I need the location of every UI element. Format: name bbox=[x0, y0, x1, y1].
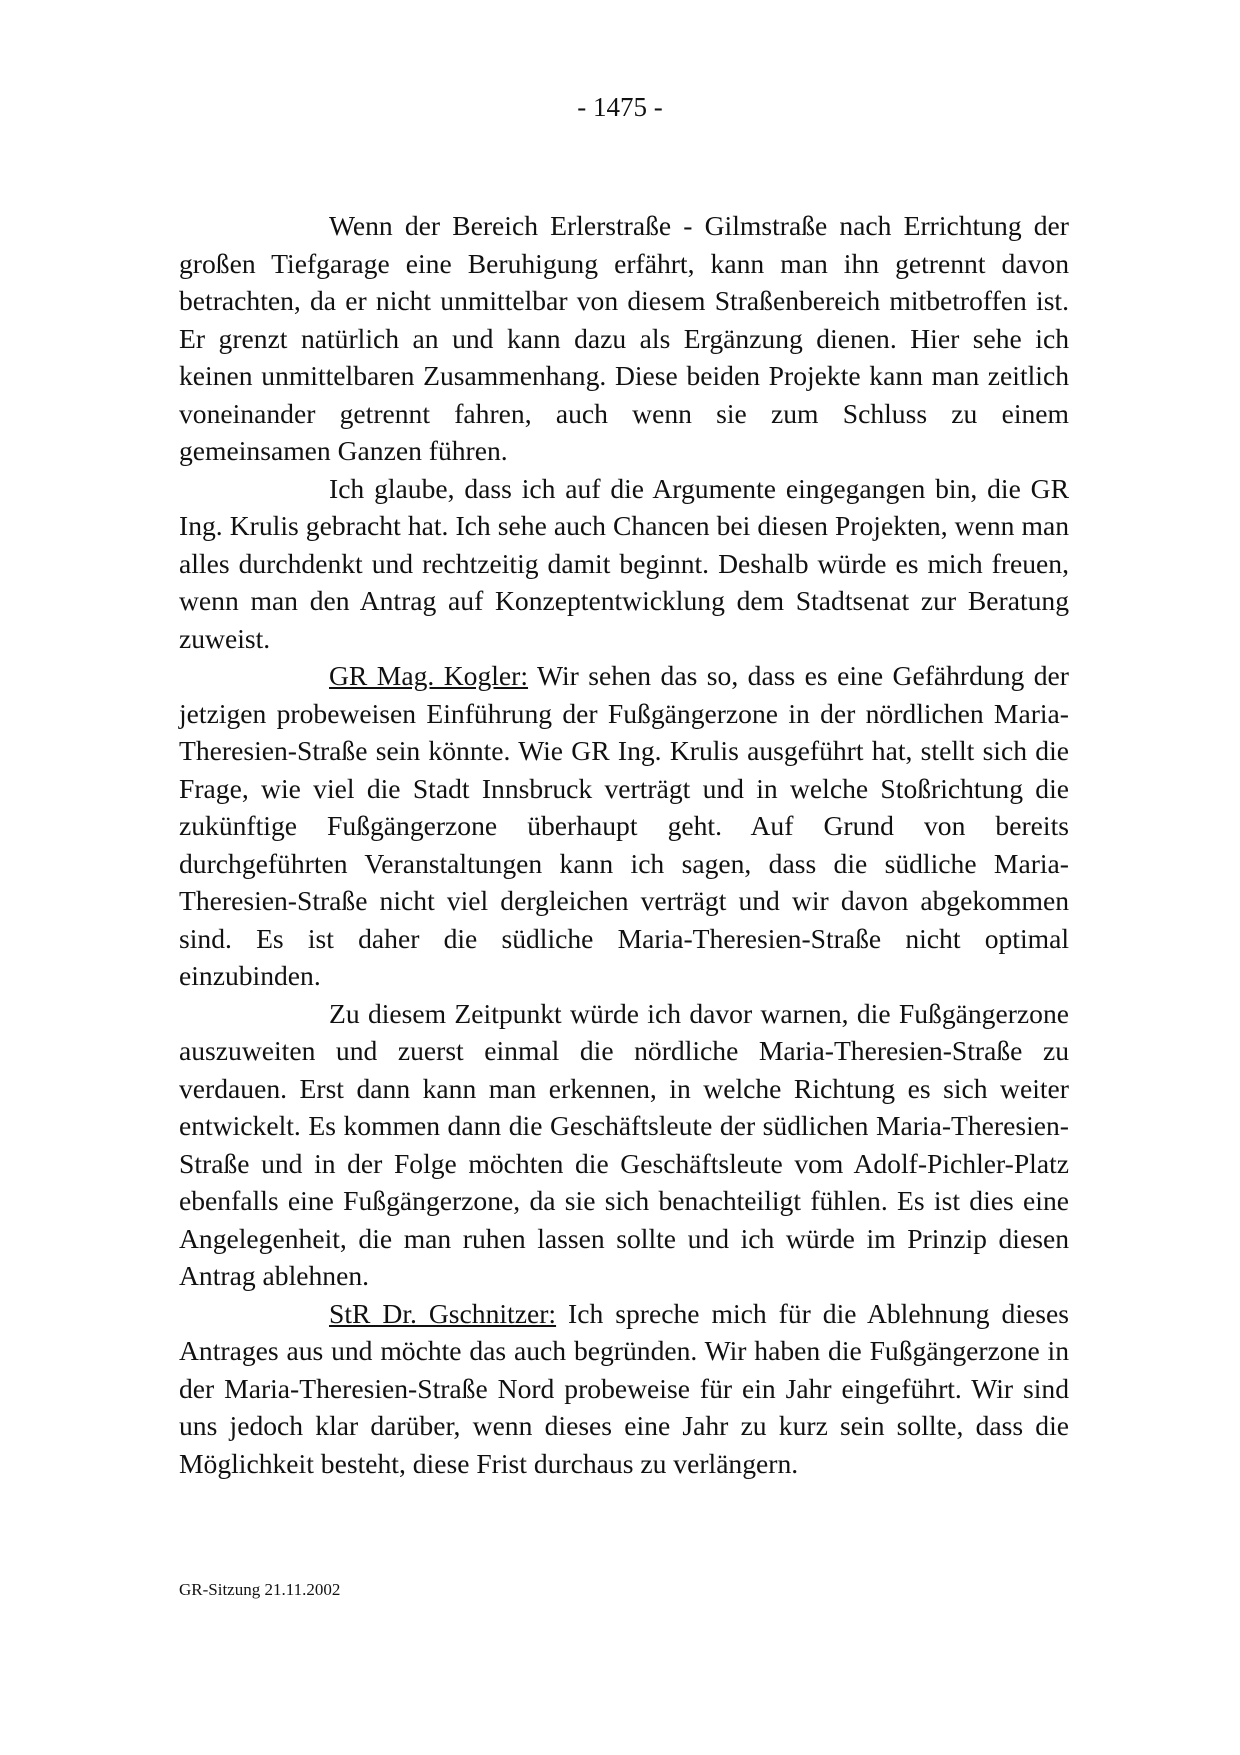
speaker-name: StR Dr. Gschnitzer: bbox=[329, 1297, 557, 1329]
paragraph bbox=[179, 995, 1069, 1295]
speaker-name: GR Mag. Kogler: bbox=[329, 660, 529, 691]
paragraph-text: Wenn der Bereich Erlerstraße - Gilmstraße nach Errichtung der großen Tiefgarage eine Beruhigung erfährt, kann man ihn getrennt davon betrachten, da er nicht unmittelbar von diesem Straßenbereich mitbetroffen ist. Er grenzt natürlich an und kann dazu als Ergänzung dienen. Hier sehe ich keinen unmittelbaren Zusammenhang. Diese beiden Projekte kann man zeitlich voneinander getrennt fahren, auch wenn sie zum Schluss zu einem gemeinsamen Ganzen führen. bbox=[179, 210, 1069, 466]
paragraph-text: Ich glaube, dass ich auf die Argumente eingegangen bin, die GR Ing. Krulis gebracht hat. Ich sehe auch Chancen bei diesen Projekten, wenn man alles durchdenkt und rechtzeitig damit beginnt. Deshalb würde es mich freuen, wenn man den Antrag auf Konzeptentwicklung dem Stadtsenat zur Beratung zuweist. bbox=[179, 472, 1069, 654]
paragraph bbox=[179, 207, 1069, 470]
paragraph bbox=[179, 1295, 1069, 1483]
paragraph-text: Ich spreche mich für die Ablehnung dieses Antrages aus und möchte das auch begründen. Wir haben die Fußgängerzone in der Maria-Theresien-Straße Nord probeweise für ein Jahr eingeführt. Wir sind uns jedoch klar darüber, wenn dieses eine Jahr zu kurz sein sollte, dass die Möglichkeit besteht, diese Frist durchaus zu verlängern. bbox=[179, 1297, 1069, 1479]
paragraph bbox=[179, 657, 1069, 995]
paragraph-text: Wir sehen das so, dass es eine Gefährdung der jetzigen probeweisen Einführung der Fußgängerzone in der nördlichen Maria-Theresien-Straße sein könnte. Wie GR Ing. Krulis ausgeführt hat, stellt sich die Frage, wie viel die Stadt Innsbruck verträgt und in welche Stoßrichtung die zukünftige Fußgängerzone überhaupt geht. Auf Grund von bereits durchgeführten Veranstaltungen kann ich sagen, dass die südliche Maria-Theresien-Straße nicht viel dergleichen verträgt und wir davon abgekommen sind. Es ist daher die südliche Maria-Theresien-Straße nicht optimal einzubinden. bbox=[179, 660, 1069, 991]
paragraph-text: Zu diesem Zeitpunkt würde ich davor warnen, die Fußgängerzone auszuweiten und zuerst einmal die nördliche Maria-Theresien-Straße zu verdauen. Erst dann kann man erkennen, in welche Richtung es sich weiter entwickelt. Es kommen dann die Geschäftsleute der südlichen Maria-Theresien-Straße und in der Folge möchten die Geschäftsleute vom Adolf-Pichler-Platz ebenfalls eine Fußgängerzone, da sie sich benachteiligt fühlen. Es ist dies eine Angelegenheit, die man ruhen lassen sollte und ich würde im Prinzip diesen Antrag ablehnen. bbox=[179, 997, 1069, 1291]
footer-session-date: GR-Sitzung 21.11.2002 bbox=[179, 1580, 341, 1599]
page-number: - 1475 - bbox=[577, 92, 663, 122]
body-text bbox=[179, 207, 1069, 1482]
paragraph bbox=[179, 470, 1069, 658]
